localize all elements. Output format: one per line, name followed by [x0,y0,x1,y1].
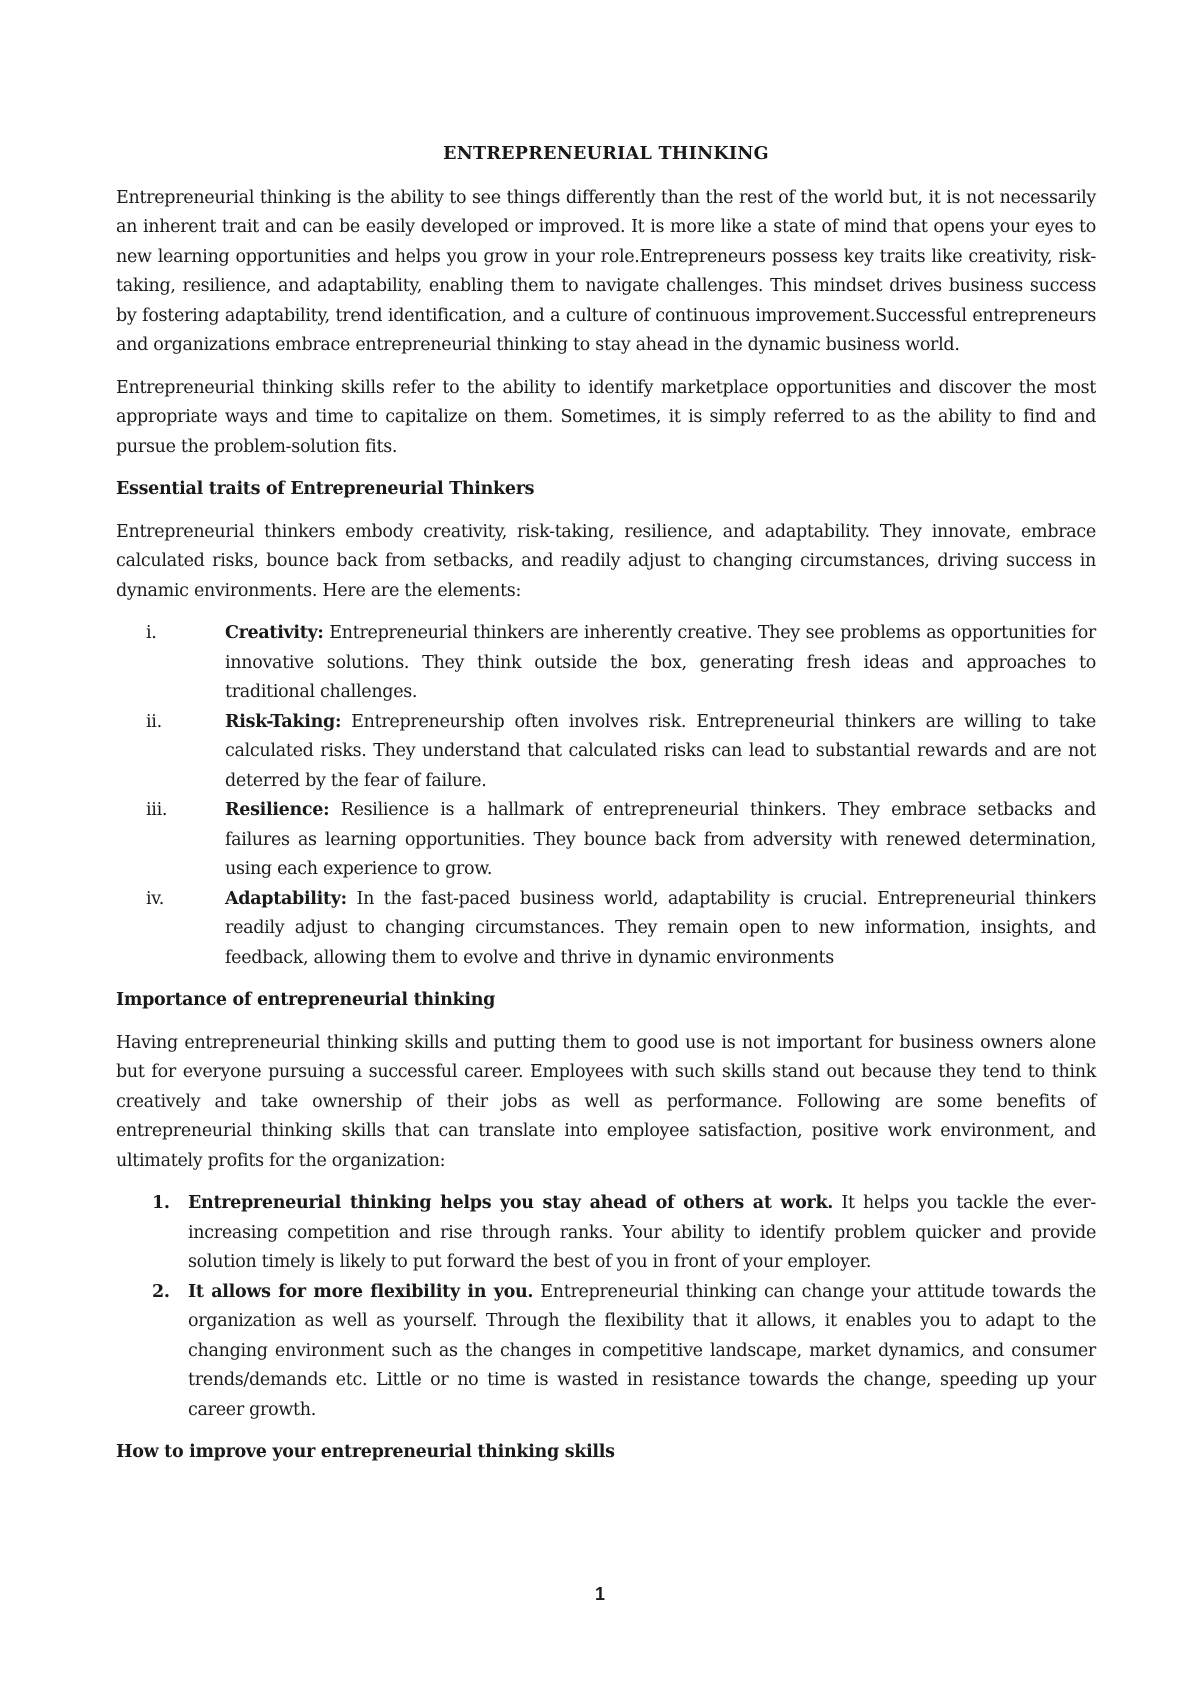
list-marker: iv. [146,888,165,909]
traits-intro: Entrepreneurial thinkers embody creativity, risk-taking, resilience, and adaptability. They innovate, embrace calculated risks, bounce back from setbacks, and readily adjust to changing circumstances, driving success in dynamic environments. Here are the elements: [116,521,1096,601]
trait-term: Risk-Taking: [225,711,342,732]
benefit-term: It allows for more flexibility in you. [188,1281,534,1302]
document-page [116,140,1096,1481]
trait-item-resilience [116,796,1096,885]
trait-item-risk-taking [116,708,1096,797]
benefit-text: Entrepreneurial thinking can change your attitude towards the organization as well as yourself. Through the flexibility that it allows, it enables you to adapt to the changing environment such as the changes in competitive landscape, market dynamics, and consumer trends/demands etc. Little or no time is wasted in resistance towards the change, speeding up your career growth. [188,1281,1096,1420]
intro-paragraph-2: Entrepreneurial thinking skills refer to the ability to identify marketplace opportunities and discover the most appropriate ways and time to capitalize on them. Sometimes, it is simply referred to as the ability to find and pursue the problem-solution fits. [116,377,1096,457]
page-number: 1 [594,1584,605,1604]
importance-heading: Importance of entrepreneurial thinking [116,990,496,1010]
benefit-item-1 [116,1189,1096,1278]
benefits-list [116,1189,1096,1425]
trait-term: Adaptability: [225,888,347,909]
intro-paragraph-1: Entrepreneurial thinking is the ability to see things differently than the rest of the world but, it is not necessarily an inherent trait and can be easily developed or improved. It is more like a state of mind that opens your eyes to new learning opportunities and helps you grow in your role.Entrepreneurs possess key traits like creativity, risk-taking, resilience, and adaptability, enabling them to navigate challenges. This mindset drives business success by fostering adaptability, trend identification, and a culture of continuous improvement.Successful entrepreneurs and organizations embrace entrepreneurial thinking to stay ahead in the dynamic business world. [116,187,1096,355]
document-title: ENTREPRENEURIAL THINKING [443,144,769,164]
trait-text: Entrepreneurship often involves risk. Entrepreneurial thinkers are willing to take calculated risks. They understand that calculated risks can lead to substantial rewards and are not deterred by the fear of failure. [225,711,1096,791]
list-marker: ii. [146,711,162,732]
list-marker: 2. [152,1281,170,1302]
list-marker: i. [146,623,157,643]
improve-heading: How to improve your entrepreneurial thinking skills [116,1442,615,1462]
benefit-item-2 [116,1278,1096,1426]
trait-term: Creativity: [225,623,324,643]
benefit-term: Entrepreneurial thinking helps you stay ahead of others at work. [188,1193,834,1213]
trait-text: In the fast-paced business world, adaptability is crucial. Entrepreneurial thinkers readily adjust to changing circumstances. They remain open to new information, insights, and feedback, allowing them to evolve and thrive in dynamic environments [225,888,1096,968]
trait-text: Resilience is a hallmark of entrepreneurial thinkers. They embrace setbacks and failures as learning opportunities. They bounce back from adversity with renewed determination, using each experience to grow. [225,800,1096,879]
benefit-text: It helps you tackle the ever-increasing competition and rise through ranks. Your ability to identify problem quicker and provide solution timely is likely to put forward the best of you in front of your employer. [188,1193,1096,1272]
traits-heading: Essential traits of Entrepreneurial Thinkers [116,479,535,499]
trait-text: Entrepreneurial thinkers are inherently creative. They see problems as opportunities for innovative solutions. They think outside the box, generating fresh ideas and approaches to traditional challenges. [225,623,1096,702]
list-marker: 1. [152,1193,170,1213]
importance-intro: Having entrepreneurial thinking skills and putting them to good use is not important for business owners alone but for everyone pursuing a successful career. Employees with such skills stand out because they tend to think creatively and take ownership of their jobs as well as performance. Following are some benefits of entrepreneurial thinking skills that can translate into employee satisfaction, positive work environment, and ultimately profits for the organization: [116,1032,1096,1171]
trait-item-adaptability [116,885,1096,974]
trait-item-creativity [116,619,1096,708]
traits-list [116,619,1096,973]
list-marker: iii. [146,800,168,820]
trait-term: Resilience: [225,800,330,820]
